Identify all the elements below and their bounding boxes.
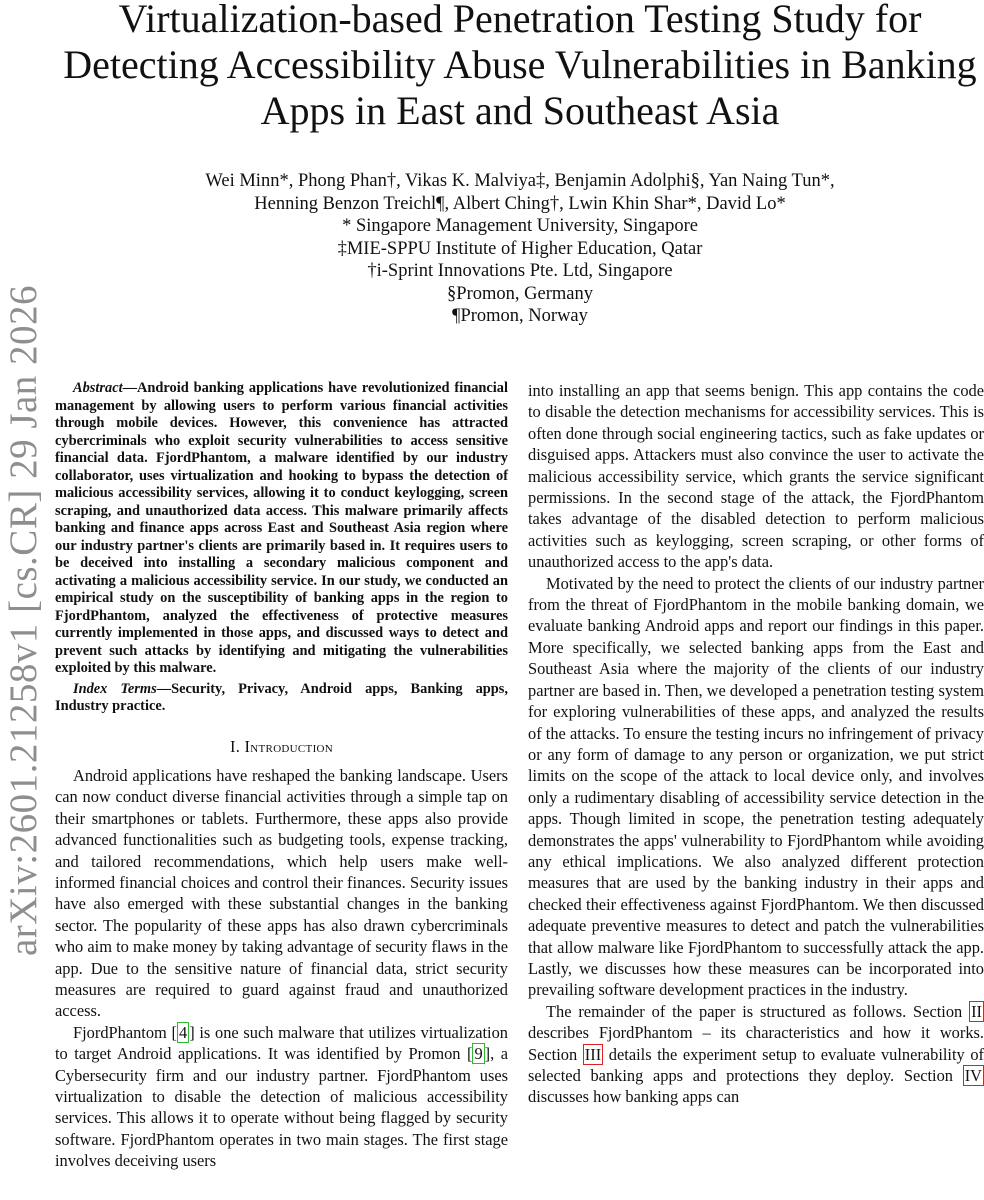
right-column [528,380,984,1108]
section-number: I. [229,736,241,756]
text-run: is one such malware that utilizes virtualization to target Android applications. It was identified by Promon [55,1022,508,1064]
affiliation: ¶Promon, Norway [452,306,588,326]
text-run: , a Cybersecurity firm and our industry partner. FjordPhantom uses virtualization to disable the detection of malicious accessibility services. This allows it to operate without being flagged by security software. FjordPhantom operates in two main stages. The first stage involves deceiving users [55,1044,508,1171]
section-ref-link[interactable]: II [971,1001,982,1021]
abstract [55,380,508,678]
index-terms-text: —Security, Privacy, Android apps, Banking apps, Industry practice. [55,680,508,714]
abstract-label: Abstract [73,380,123,396]
left-column [55,380,508,1172]
text-run: The remainder of the paper is structured as follows. Section [546,1001,970,1021]
section-ref-link[interactable]: III [584,1044,602,1064]
affiliation: §Promon, Germany [447,283,593,304]
author-line-2: Henning Benzon Treichl¶, Albert Ching†, Lwin Khin Shar*, David Lo* [254,193,786,214]
text-run: FjordPhantom [73,1022,172,1042]
author-block [60,170,980,328]
text-run: details the experiment setup to evaluate vulnerability of selected banking apps and protections they deploy. Section [528,1044,984,1085]
index-terms-label: Index Terms [73,680,157,697]
text-run: discusses how banking apps can [528,1087,740,1107]
index-terms [55,681,508,716]
citation-link[interactable]: 4 [178,1022,188,1042]
section-ref-link[interactable]: IV [964,1066,982,1085]
section-heading-introduction [55,736,508,757]
paper-title: Virtualization-based Penetration Testing Study for Detecting Accessibility Abuse Vulnerabilities in Banking Apps in East and Southeast Asia [63,0,977,133]
text-run: describes FjordPhantom – its characteristics and how it works. Section [528,1023,984,1064]
affiliation: * Singapore Management University, Singapore [342,216,698,236]
abstract-text: —Android banking applications have revolutionized financial management by allowing users to perform various financial activities through mobile devices. However, this convenience has attracted cybercriminals who exploit security vulnerabilities to access sensitive financial data. FjordPhantom, a malware identified by our industry collaborator, uses virtualization and hooking to bypass the detection of malicious accessibility services, allowing it to conduct keylogging, screen scraping, and unauthorized data access. This malware primarily affects banking and finance apps across East and Southeast Asia region where our industry partner's clients are primarily based in. It requires users to be deceived into installing a secondary malicious component and activating a malicious accessibility service. In our study, we conducted an empirical study on the susceptibility of banking apps in the region to FjordPhantom, analyzed the effectiveness of protective measures currently implemented in those apps, and discussed ways to detect and prevent such attacks by identifying and mitigating the vulnerabilities exploited by this malware. [55,380,508,676]
affiliation: ‡MIE-SPPU Institute of Higher Education, Qatar [337,238,703,259]
intro-paragraph-4 [528,1001,984,1108]
arxiv-stamp [0,284,48,956]
author-line-1: Wei Minn*, Phong Phan†, Vikas K. Malviya‡, Benjamin Adolphi§, Yan Naing Tun*, [205,171,835,191]
section-title: Introduction [244,736,334,756]
affiliation: †i-Sprint Innovations Pte. Ltd, Singapore [367,261,673,281]
intro-paragraph-3: Motivated by the need to protect the clients of our industry partner from the threat of FjordPhantom in the mobile banking domain, we evaluate banking Android apps and report our findings in this paper. More specifically, we selected banking apps from the East and Southeast Asia where the majority of the clients of our industry partner are based in. Then, we developed a penetration testing system for exploring vulnerabilities of these apps, and analyzed the results of the attacks. To ensure the testing incurs no infringement of privacy or any form of damage to any person or organization, we put strict limits on the scope of the attack to local device only, and involves only a rudimentary disabling of accessibility service detection in the apps. Though limited in scope, the penetration testing adequately demonstrates the apps' vulnerability to FjordPhantom while avoiding any ethical implications. We also analyzed different protection measures that are used by the banking industry in their apps and checked their effectiveness against FjordPhantom. We then discussed adequate preventive measures to detect and patch the vulnerabilities that allow malware like FjordPhantom to successfully attack the app. Lastly, we discusses how these measures can be incorporated into prevailing software development practices in the industry. [528,573,984,1000]
arxiv-id[interactable]: arXiv:2601.21258v1 [cs.CR] 29 Jan 2026 [2,284,46,956]
intro-paragraph-2: FjordPhantom [ 4 ] is one such malware that utilizes virtualization to target Android applications. It was identified by Promon [ 9 ], a Cybersecurity firm and our industry partner. FjordPhantom uses virtualization to disable the detection of malicious accessibility services. This allows it to operate without being flagged by security software. FjordPhantom operates in two main stages. The first stage involves deceiving users [55,1022,508,1171]
intro-paragraph-1: Android applications have reshaped the banking landscape. Users can now conduct diverse financial activities through a simple tap on their smartphones or tablets. Furthermore, these apps also provide advanced functionalities such as budgeting tools, expense tracking, and tailored recommendations, which help users make well-informed financial choices and control their finances. Security issues have also emerged with these substantial changes in the banking sector. The popularity of these apps has also drawn cybercriminals who aim to make money by taking advantage of security flaws in the app. Due to the sensitive nature of financial data, strict security measures are required to guard against fraud and unauthorized access. [55,765,508,1021]
citation-link[interactable]: 9 [474,1044,483,1064]
intro-paragraph-continued: into installing an app that seems benign. This app contains the code to disable the detection mechanisms for accessibility services. This is often done through social engineering tactics, such as fake updates or disguised apps. Attackers must also convince the user to activate the malicious accessibility service, which grants the service significant permissions. In the second stage of the attack, the FjordPhantom takes advantage of the disabled detection to perform malicious activities such as keylogging, screen scraping, or other forms of unauthorized access to the app's data. [528,381,984,572]
